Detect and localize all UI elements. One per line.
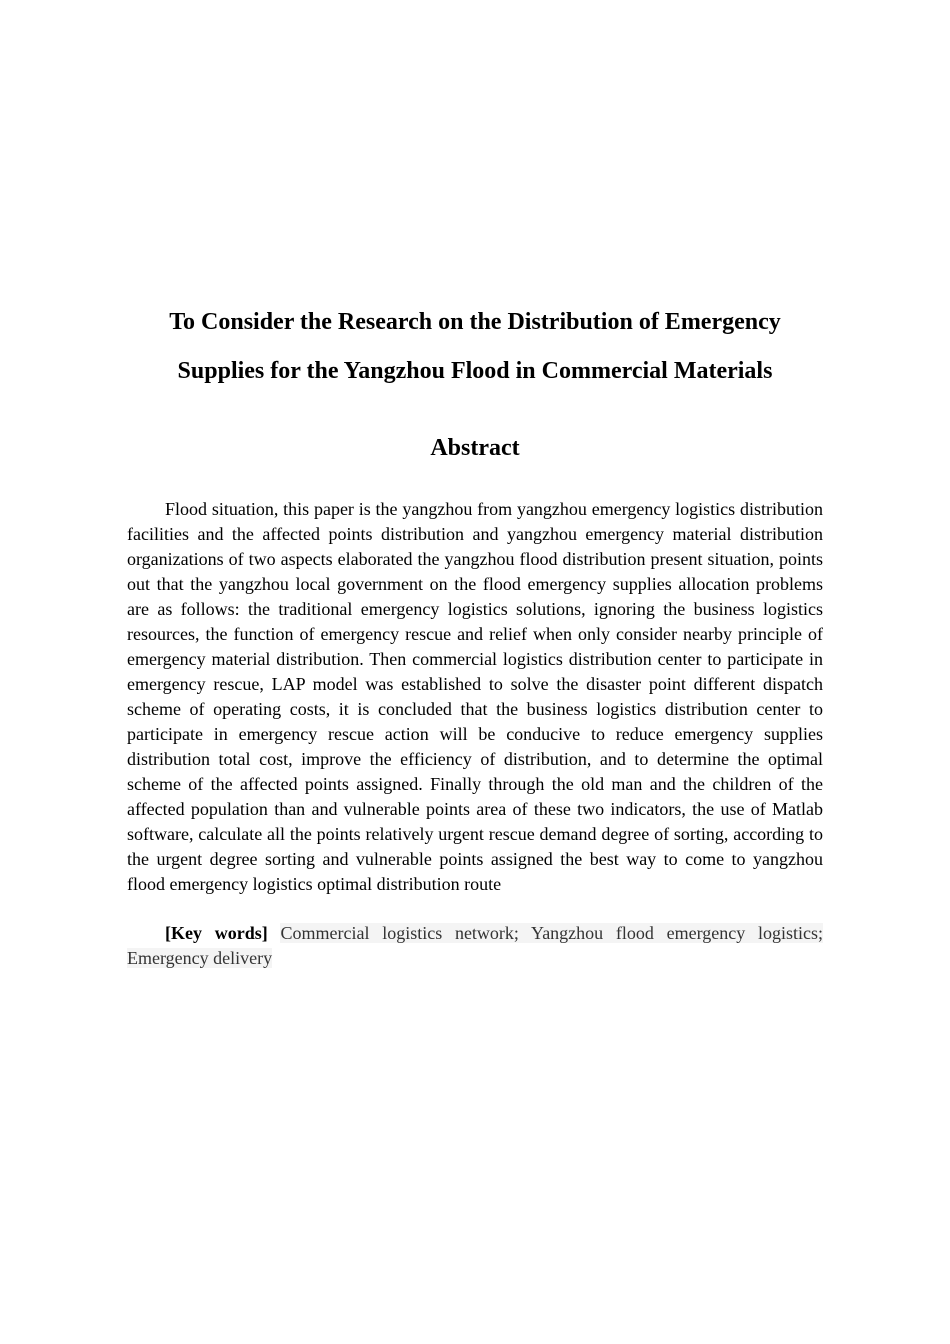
abstract-paragraph: Flood situation, this paper is the yangzhou from yangzhou emergency logistics distribution facilities and the affected points distribution and yangzhou emergency material distribution organizations of two aspects elaborated the yangzhou flood distribution present situation, points out that the yangzhou local government on the flood emergency supplies allocation problems are as follows: the traditional emergency logistics solutions, ignoring the business logistics resources, the function of emergency rescue and relief when only consider nearby principle of emergency material distribution. Then commercial logistics distribution center to participate in emergency rescue, LAP model was established to solve the disaster point different dispatch scheme of operating costs, it is concluded that the business logistics distribution center to participate in emergency rescue action will be conducive to reduce emergency supplies distribution total cost, improve the efficiency of distribution, and to determine the optimal scheme of the affected points assigned. Finally through the old man and the children of the affected population than and vulnerable points area of these two indicators, the use of Matlab software, calculate all the points relatively urgent rescue demand degree of sorting, according to the urgent degree sorting and vulnerable points assigned the best way to come to yangzhou flood emergency logistics optimal distribution route [127, 499, 823, 894]
paper-title-line-2: Supplies for the Yangzhou Flood in Commercial Materials [177, 358, 773, 384]
keywords-values: Commercial logistics network; Yangzhou flood emergency logistics; Emergency delivery [127, 923, 824, 968]
keywords-paragraph [127, 921, 823, 971]
abstract-heading: Abstract [430, 435, 520, 461]
paper-title [60, 298, 890, 396]
paper-title-line-1: To Consider the Research on the Distribution of Emergency [169, 309, 781, 335]
keywords-label: [Key words] [165, 923, 268, 943]
